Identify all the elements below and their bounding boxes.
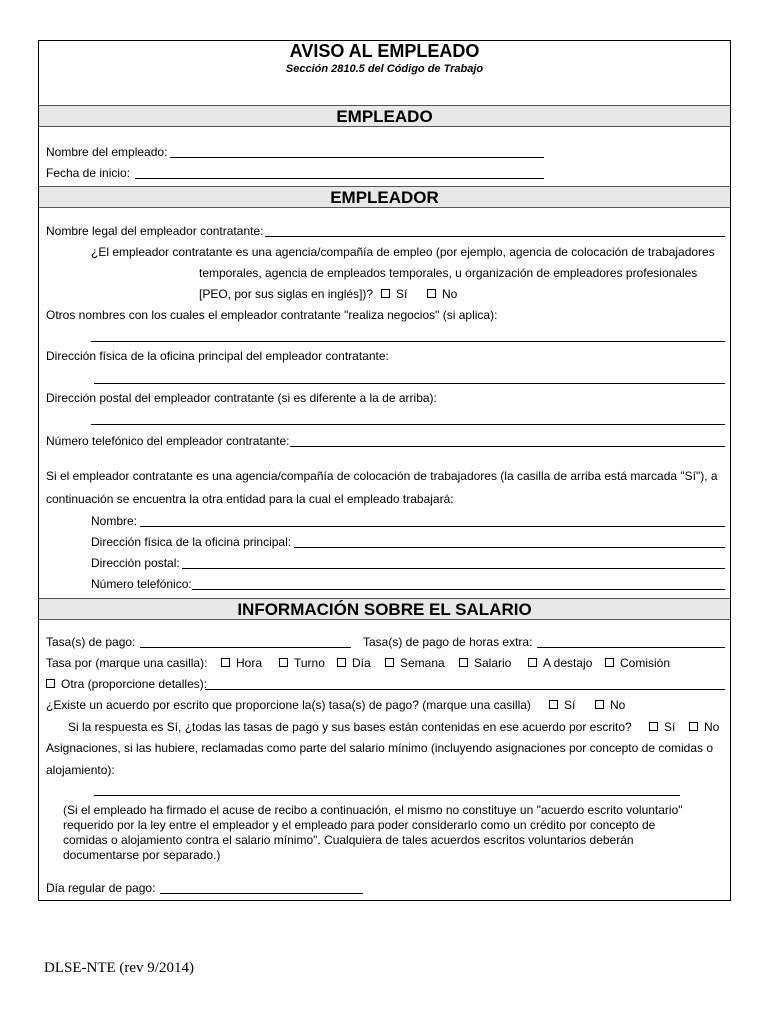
- rate-turno-checkbox[interactable]: Turno: [279, 656, 325, 670]
- checkbox-icon: [279, 658, 288, 667]
- agency-question-line3: [PEO, por sus siglas en inglés])?: [199, 287, 374, 301]
- employee-name-label: Nombre del empleado:: [46, 145, 168, 159]
- contained-no-checkbox[interactable]: No: [689, 720, 719, 734]
- contained-yes-checkbox[interactable]: Sí: [649, 720, 675, 734]
- rate-comision-checkbox[interactable]: Comisión: [605, 656, 670, 670]
- mailing-address-field[interactable]: [91, 424, 725, 425]
- rate-semana-checkbox[interactable]: Semana: [385, 656, 445, 670]
- agency-question-line1: ¿El empleador contratante es una agencia/compañía de empleo (por ejemplo, agencia de colocación de trabajadores: [91, 245, 715, 259]
- rate-hora-checkbox[interactable]: Hora: [221, 656, 262, 670]
- pay-rate-label: Tasa(s) de pago:: [46, 635, 136, 649]
- checkbox-icon: [46, 679, 55, 688]
- employer-phone-label: Número telefónico del empleador contratante:: [46, 434, 290, 448]
- legal-name-label: Nombre legal del empleador contratante:: [46, 224, 264, 238]
- checkbox-icon: [605, 658, 614, 667]
- checkbox-icon: [528, 658, 537, 667]
- entity-name-label: Nombre:: [91, 514, 138, 528]
- section-empleador-heading: EMPLEADOR: [39, 186, 730, 208]
- allowances-field[interactable]: [94, 795, 680, 796]
- payday-label: Día regular de pago:: [46, 881, 156, 895]
- overtime-rate-field[interactable]: [537, 647, 725, 648]
- pay-rate-field[interactable]: [140, 647, 351, 648]
- agency-question-line2: temporales, agencia de empleados temporales, u organización de empleadores profesionales: [199, 266, 698, 280]
- mailing-address-label: Dirección postal del empleador contratante (si es diferente a la de arriba):: [46, 391, 437, 405]
- rate-dia-checkbox[interactable]: Día: [337, 656, 371, 670]
- entity-phone-field[interactable]: [192, 589, 725, 590]
- entity-mailing-label: Dirección postal:: [91, 556, 180, 570]
- checkbox-icon: [427, 289, 436, 298]
- entity-name-field[interactable]: [140, 526, 725, 527]
- checkbox-icon: [337, 658, 346, 667]
- employee-name-field[interactable]: [170, 157, 544, 158]
- other-entity-line1: Si el empleador contratante es una agencia/compañía de colocación de trabajadores (la casilla de arriba está marcada "Sí"), a: [46, 469, 718, 483]
- contained-question: Si la respuesta es Sí, ¿todas las tasas de pago y sus bases están contenidas en ese acuerdo por escrito?: [68, 720, 632, 734]
- other-entity-line2: continuación se encuentra la otra entidad para la cual el empleado trabajará:: [46, 492, 454, 506]
- checkbox-icon: [595, 700, 604, 709]
- physical-address-field[interactable]: [94, 383, 725, 384]
- voluntary-agreement-note: (Si el empleado ha firmado el acuse de recibo a continuación, el mismo no constituye un "acuerdo escrito voluntario" requerido por la ley entre el empleador y el empleado para poder considerarlo como un crédito por concepto de comidas o alojamiento contra el salario mínimo". Cualquiera de tales acuerdos escritos voluntarios deberán documentarse por separado.): [63, 803, 683, 862]
- employer-phone-field[interactable]: [290, 446, 725, 447]
- legal-name-field[interactable]: [265, 236, 725, 237]
- entity-mailing-field[interactable]: [182, 568, 725, 569]
- allowances-line2: alojamiento):: [46, 763, 115, 777]
- payday-field[interactable]: [160, 893, 363, 894]
- checkbox-icon: [221, 658, 230, 667]
- dba-field[interactable]: [91, 341, 725, 342]
- entity-physical-label: Dirección física de la oficina principal:: [91, 535, 292, 549]
- checkbox-icon: [549, 700, 558, 709]
- rate-other-field[interactable]: [205, 689, 725, 690]
- checkbox-icon: [385, 658, 394, 667]
- section-empleado-heading: EMPLEADO: [39, 105, 730, 127]
- checkbox-icon: [381, 289, 390, 298]
- checkbox-icon: [649, 722, 658, 731]
- form-title: AVISO AL EMPLEADO: [289, 41, 480, 61]
- agency-yes-checkbox[interactable]: Sí: [381, 287, 407, 301]
- start-date-label: Fecha de inicio:: [46, 166, 131, 180]
- overtime-rate-label: Tasa(s) de pago de horas extra:: [363, 635, 533, 649]
- allowances-line1: Asignaciones, si las hubiere, reclamadas como parte del salario mínimo (incluyendo asignaciones por concepto de comidas o: [46, 741, 714, 755]
- entity-physical-field[interactable]: [294, 547, 725, 548]
- employee-notice-form: [38, 40, 731, 901]
- dba-label: Otros nombres con los cuales el empleador contratante "realiza negocios" (si aplica):: [46, 308, 498, 322]
- start-date-field[interactable]: [135, 178, 544, 179]
- agreement-yes-checkbox[interactable]: Sí: [549, 698, 575, 712]
- physical-address-label: Dirección física de la oficina principal del empleador contratante:: [46, 349, 389, 363]
- form-subtitle: Sección 2810.5 del Código de Trabajo: [285, 63, 484, 75]
- checkbox-icon: [459, 658, 468, 667]
- form-revision-footer: DLSE-NTE (rev 9/2014): [44, 960, 194, 976]
- rate-other-checkbox[interactable]: Otra (proporcione detalles):: [46, 677, 207, 691]
- agency-no-checkbox[interactable]: No: [427, 287, 457, 301]
- entity-phone-label: Número telefónico:: [91, 577, 192, 591]
- rate-by-label: Tasa por (marque una casilla):: [46, 656, 208, 670]
- checkbox-icon: [689, 722, 698, 731]
- section-salario-heading: INFORMACIÓN SOBRE EL SALARIO: [39, 598, 730, 620]
- rate-destajo-checkbox[interactable]: A destajo: [528, 656, 592, 670]
- agreement-question: ¿Existe un acuerdo por escrito que proporcione la(s) tasa(s) de pago? (marque una casilla): [46, 698, 531, 712]
- rate-salario-checkbox[interactable]: Salario: [459, 656, 511, 670]
- agreement-no-checkbox[interactable]: No: [595, 698, 625, 712]
